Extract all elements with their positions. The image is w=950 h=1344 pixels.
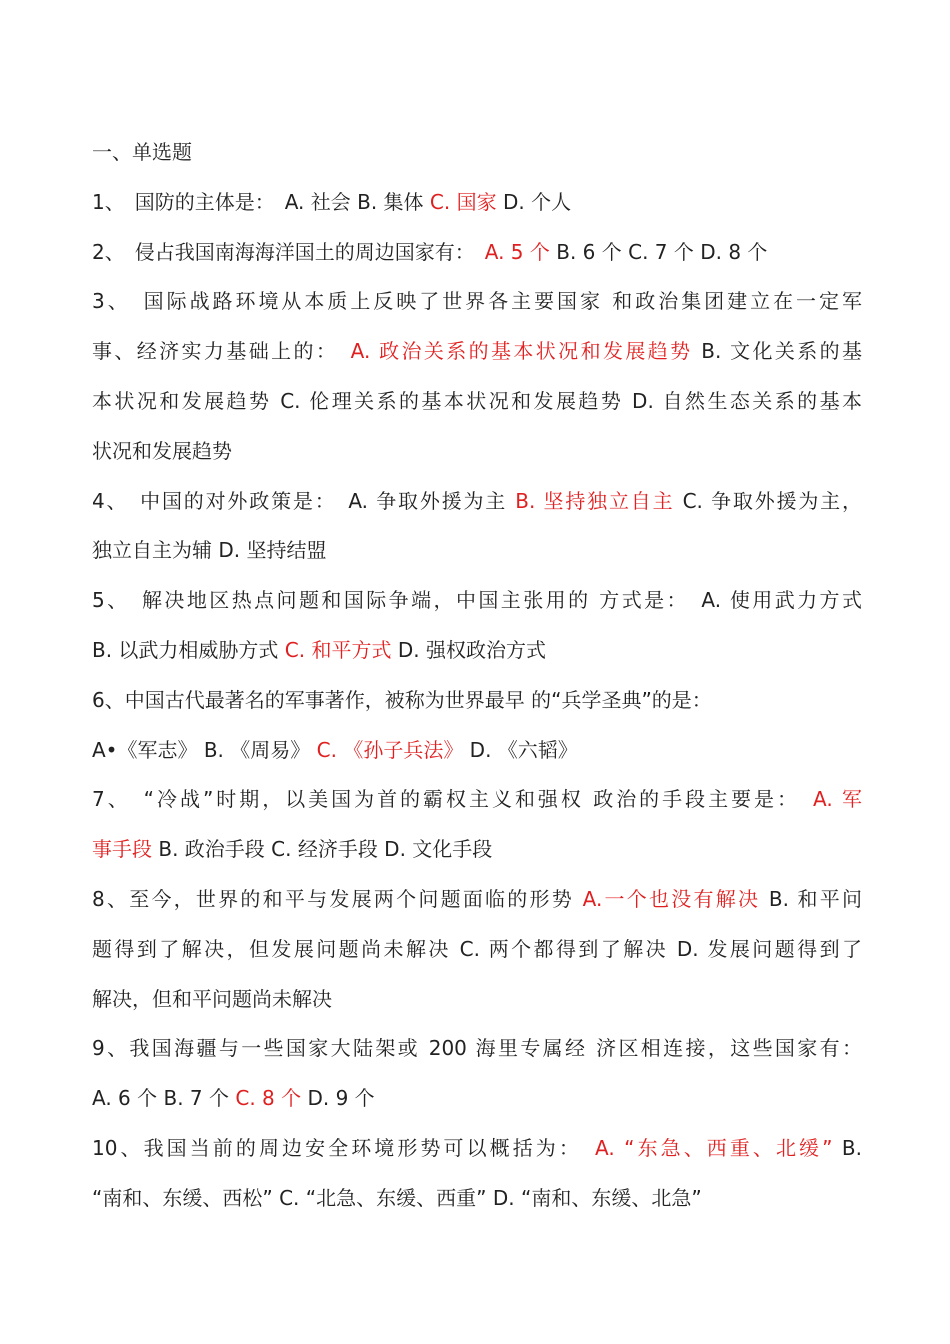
question-line <box>92 1174 862 1224</box>
question-line <box>92 576 862 626</box>
question-line <box>92 228 862 278</box>
answer-text: A. 5 个 <box>484 239 550 264</box>
question-text: D. 9 个 <box>301 1086 375 1111</box>
section-title <box>92 128 862 178</box>
question-line <box>92 477 862 527</box>
question-text: 8、至今，世界的和平与发展两个问题面临的形势 <box>92 886 583 911</box>
question-line <box>92 825 862 875</box>
question-text: B. 以武力相威胁方式 <box>92 637 285 662</box>
answer-text: C. 8 个 <box>235 1086 302 1111</box>
question-line <box>92 775 862 825</box>
question-list <box>92 128 862 1224</box>
question-text: A•《军志》 B. 《周易》 <box>92 737 317 762</box>
answer-text: C. 《孙子兵法》 <box>316 737 464 762</box>
question-text: 2、 侵占我国南海海洋国土的周边国家有： <box>92 239 485 264</box>
answer-text: A. 军 <box>812 787 863 812</box>
question-text: C. 争取外援为主， <box>674 488 862 513</box>
question-text: B. <box>832 1135 863 1160</box>
question-text: B. 6 个 C. 7 个 D. 8 个 <box>549 239 768 264</box>
question-line <box>92 1024 862 1074</box>
answer-text: 事手段 <box>92 837 152 862</box>
question-line <box>92 427 862 477</box>
question-text: A. 6 个 B. 7 个 <box>92 1086 236 1111</box>
question-text: D. 《六韬》 <box>463 737 578 762</box>
question-line <box>92 1124 862 1174</box>
question-line <box>92 975 862 1025</box>
question-text: 状况和发展趋势 <box>92 438 232 463</box>
question-text: 事、经济实力基础上的： <box>92 339 351 364</box>
question-text: 9、我国海疆与一些国家大陆架或 200 海里专属经 济区相连接，这些国家有： <box>92 1036 862 1061</box>
question-text: 一、单选题 <box>92 140 192 164</box>
question-text: B. 文化关系的基 <box>692 339 863 364</box>
question-text: 本状况和发展趋势 C. 伦理关系的基本状况和发展趋势 D. 自然生态关系的基本 <box>92 388 862 413</box>
answer-text: A.一个也没有解决 <box>582 886 761 911</box>
question-text: 3、 国际战路环境从本质上反映了世界各主要国家 和政治集团建立在一定军 <box>92 289 862 314</box>
question-text: 6、中国古代最著名的军事著作，被称为世界最早 的“兵学圣典”的是： <box>92 687 712 712</box>
question-line <box>92 676 862 726</box>
answer-text: C. 国家 <box>429 189 497 214</box>
question-text: 4、 中国的对外政策是： A. 争取外援为主 <box>92 488 516 513</box>
question-line <box>92 1074 862 1124</box>
question-text: B. 政治手段 C. 经济手段 D. 文化手段 <box>152 837 493 862</box>
question-line <box>92 875 862 925</box>
question-text: 1、 国防的主体是： A. 社会 B. 集体 <box>92 189 430 214</box>
answer-text: A. 政治关系的基本状况和发展趋势 <box>350 339 693 364</box>
question-text: 独立自主为辅 D. 坚持结盟 <box>92 538 327 563</box>
question-text: 7、 “冷战”时期，以美国为首的霸权主义和强权 政治的手段主要是： <box>92 787 813 812</box>
question-line <box>92 925 862 975</box>
question-text: B. 和平问 <box>760 886 863 911</box>
answer-text: B. 坚持独立自主 <box>515 488 675 513</box>
question-line <box>92 377 862 427</box>
question-line <box>92 526 862 576</box>
question-text: D. 个人 <box>496 189 572 214</box>
question-text: D. 强权政治方式 <box>391 637 546 662</box>
question-text: 5、 解决地区热点问题和国际争端，中国主张用的 方式是： A. 使用武力方式 <box>92 588 862 613</box>
question-line <box>92 726 862 776</box>
question-text: 解决，但和平问题尚未解决 <box>92 986 332 1011</box>
answer-text: A. “东急、西重、北缓” <box>595 1135 833 1160</box>
question-text: 10、我国当前的周边安全环境形势可以概括为： <box>92 1135 596 1160</box>
question-text: “南和、东缓、西松” C. “北急、东缓、西重” D. “南和、东缓、北急” <box>92 1185 702 1210</box>
question-line <box>92 178 862 228</box>
question-line <box>92 327 862 377</box>
answer-text: C. 和平方式 <box>284 637 392 662</box>
question-line <box>92 277 862 327</box>
question-line <box>92 626 862 676</box>
question-text: 题得到了解决，但发展问题尚未解决 C. 两个都得到了解决 D. 发展问题得到了 <box>92 936 862 961</box>
